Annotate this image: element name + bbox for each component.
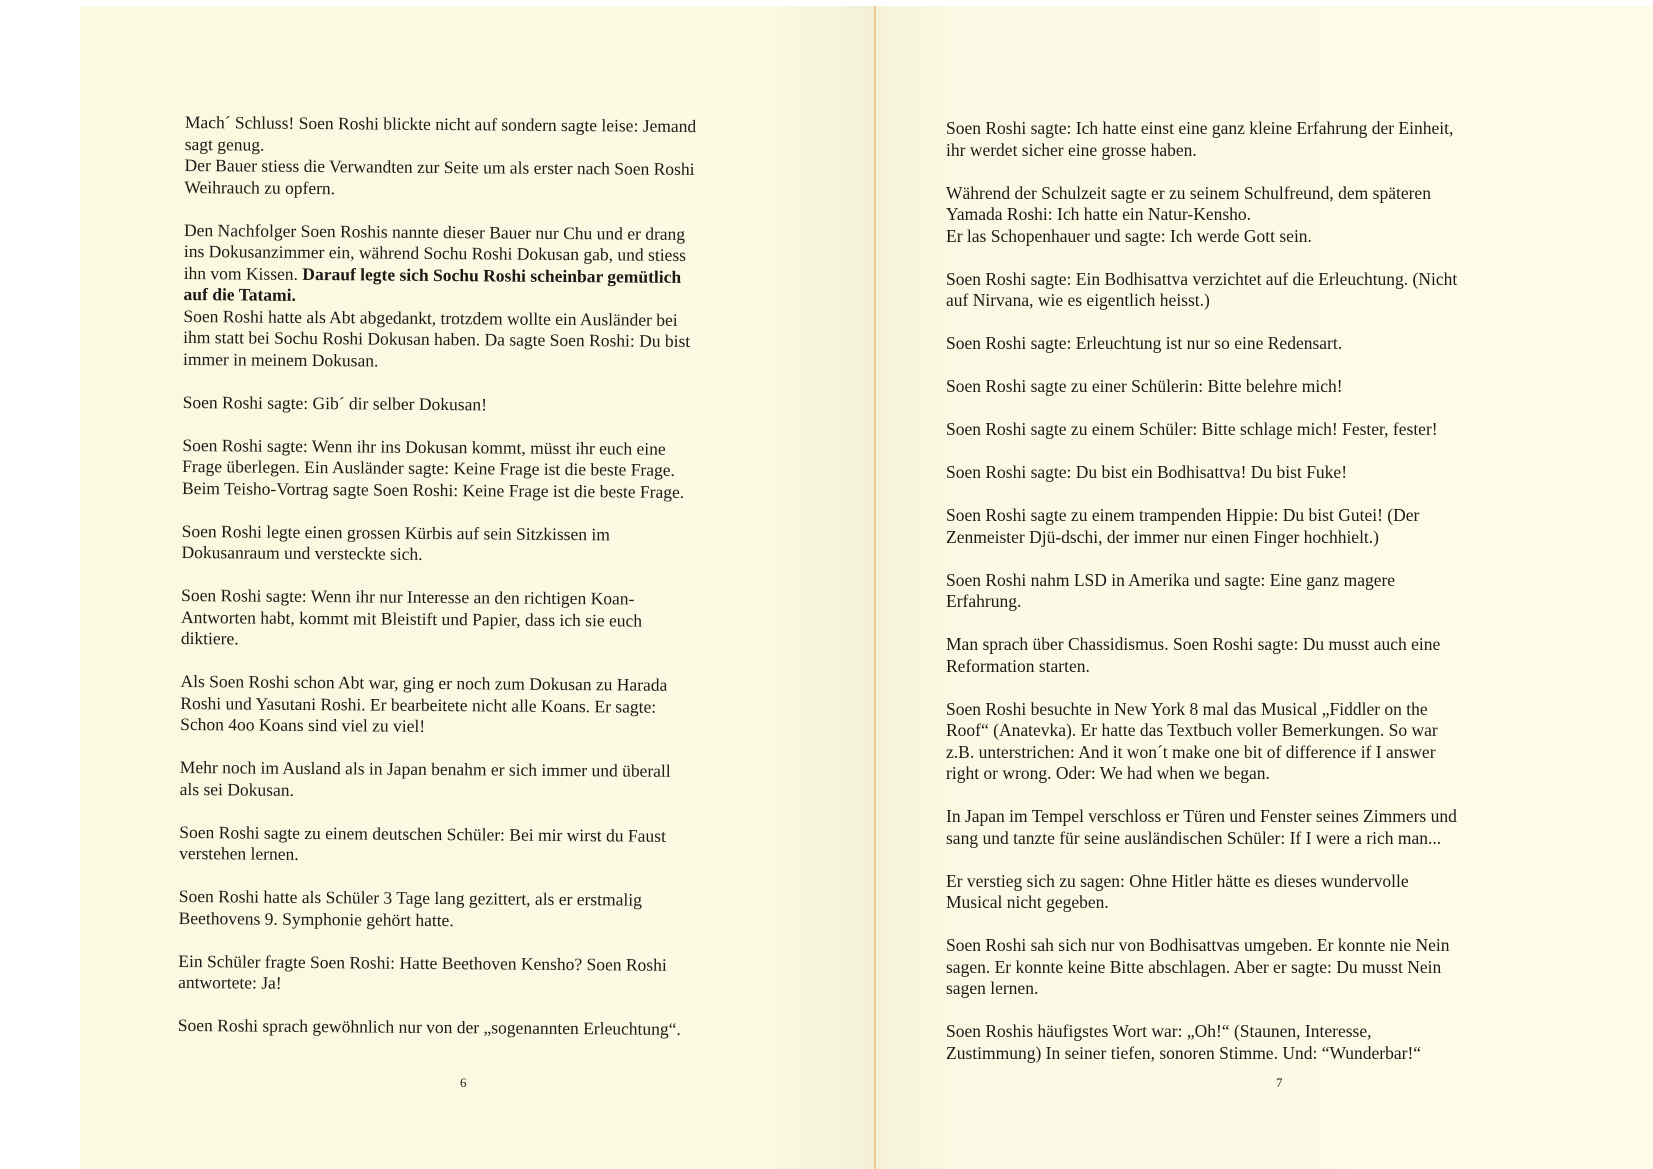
paragraph: Soen Roshi sagte: Erleuchtung ist nur so eine Redensart.: [946, 333, 1343, 353]
paragraph: Ein Schüler fragte Soen Roshi: Hatte Beethoven Kensho? Soen Roshi antwortete: Ja!: [178, 950, 667, 993]
right-page-text: [946, 118, 1546, 1086]
paragraph: Soen Roshi sprach gewöhnlich nur von der „sogenannten Erleuchtung“.: [177, 1014, 681, 1039]
paragraph: Als Soen Roshi schon Abt war, ging er noch zum Dokusan zu Harada Roshi und Yasutani Roshi. Er bearbeitete nicht alle Koans. Er sagte: Schon 4oo Koans sind viel zu viel!: [180, 670, 668, 736]
paragraph: Mehr noch im Ausland als in Japan benahm er sich immer und überall als sei Dokusan.: [179, 756, 671, 800]
paragraph: Soen Roshi besuchte in New York 8 mal das Musical „Fiddler on the Roof“ (Anatevka). Er hatte das Textbuch voller Bemerkungen. So war z.B. unterstrichen: And it won´t make one bit of difference if I answer right or wrong. Oder: We had when we began.: [946, 698, 1438, 783]
paragraph: Soen Roshi sagte: Wenn ihr nur Interesse an den richtigen Koan- Antworten habt, kommt mit Bleistift und Papier, dass ich sie euch diktiere.: [180, 584, 643, 649]
page-number: 6: [460, 1075, 467, 1090]
paragraph: Soen Roshi legte einen grossen Kürbis auf sein Sitzkissen im Dokusanraum und versteckte sich.: [181, 520, 610, 564]
paragraph: Er verstieg sich zu sagen: Ohne Hitler hätte es dieses wundervolle Musical nicht gegeben.: [946, 870, 1409, 912]
paragraph: Soen Roshi sagte: Ein Bodhisattva verzichtet auf die Erleuchtung. (Nicht auf Nirvana, wie es eigentlich heisst.): [946, 268, 1458, 310]
paragraph: Während der Schulzeit sagte er zu seinem Schulfreund, dem späteren Yamada Roshi: Ich hatte ein Natur-Kensho. Er las Schopenhauer und sagte: Ich werde Gott sein.: [946, 182, 1431, 246]
paragraph: Der Bauer stiess die Verwandten zur Seite um als erster nach Soen Roshi Weihrauch zu opfern.: [184, 154, 695, 198]
paragraph: Soen Roshi sagte zu einem trampenden Hippie: Du bist Gutei! (Der Zenmeister Djü-dschi, der immer nur einen Finger hochhielt.): [946, 505, 1420, 547]
paragraph: Soen Roshi sagte: Gib´ dir selber Dokusan!: [182, 391, 488, 414]
paragraph: Soen Roshis häufigstes Wort war: „Oh!“ (Staunen, Interesse, Zustimmung) In seiner tiefen, sonoren Stimme. Und: “Wunderbar!“: [946, 1021, 1422, 1063]
paragraph: Soen Roshi sah sich nur von Bodhisattvas umgeben. Er konnte nie Nein sagen. Er konnte keine Bitte abschlagen. Aber er sagte: Du musst Nein sagen lernen.: [946, 935, 1450, 998]
paragraph: Soen Roshi sagte: Ich hatte einst eine ganz kleine Erfahrung der Einheit, ihr werdet sicher eine grosse haben.: [946, 118, 1454, 160]
paragraph: Soen Roshi sagte: Wenn ihr ins Dokusan kommt, müsst ihr euch eine Frage überlegen. Ein Ausländer sagte: Keine Frage ist die beste Frage. Beim Teisho-Vortrag sagte Soen Roshi: Keine Frage ist die beste Frage.: [181, 434, 685, 502]
paragraph: Man sprach über Chassidismus. Soen Roshi sagte: Du musst auch eine Reformation starten.: [946, 634, 1441, 676]
paragraph: Soen Roshi sagte: Du bist ein Bodhisattva! Du bist Fuke!: [946, 462, 1348, 482]
paragraph: Soen Roshi sagte zu einem Schüler: Bitte schlage mich! Fester, fester!: [946, 419, 1438, 439]
paragraph: Mach´ Schluss! Soen Roshi blickte nicht auf sondern sagte leise: Jemand sagt genug.: [184, 112, 697, 155]
right-page: [874, 6, 1653, 1169]
book-spread: [80, 6, 1653, 1169]
paragraph: Soen Roshi hatte als Abt abgedankt, trotzdem wollte ein Ausländer bei ihm statt bei Sochu Roshi Dokusan haben. Da sagte Soen Roshi: Du bist immer in meinem Dokusan.: [182, 305, 691, 371]
paragraph: Soen Roshi hatte als Schüler 3 Tage lang gezittert, als er erstmalig Beethovens 9. Symphonie gehört hatte.: [178, 885, 642, 930]
paragraph: [183, 219, 784, 310]
paragraph-bold-text: Darauf legte sich Sochu Roshi scheinbar gemütlich auf die Tatami.: [183, 263, 682, 305]
paragraph: Soen Roshi sagte zu einem deutschen Schüler: Bei mir wirst du Faust verstehen lernen.: [179, 821, 666, 864]
paragraph: In Japan im Tempel verschloss er Türen und Fenster seines Zimmers und sang und tanzte für seine ausländischen Schüler: If I were a rich man...: [946, 806, 1457, 848]
paragraph-text: Den Nachfolger Soen Roshis nannte dieser Bauer nur Chu und er drang ins Dokusanzimmer ein, während Sochu Roshi Dokusan gab, und stiess ihn vom Kissen.: [183, 219, 687, 284]
left-page-text: [178, 112, 785, 1063]
page-number: 7: [1276, 1075, 1283, 1090]
left-page: [80, 6, 874, 1169]
paragraph: Soen Roshi nahm LSD in Amerika und sagte: Eine ganz magere Erfahrung.: [946, 569, 1396, 611]
paragraph: Soen Roshi sagte zu einer Schülerin: Bitte belehre mich!: [946, 376, 1343, 396]
